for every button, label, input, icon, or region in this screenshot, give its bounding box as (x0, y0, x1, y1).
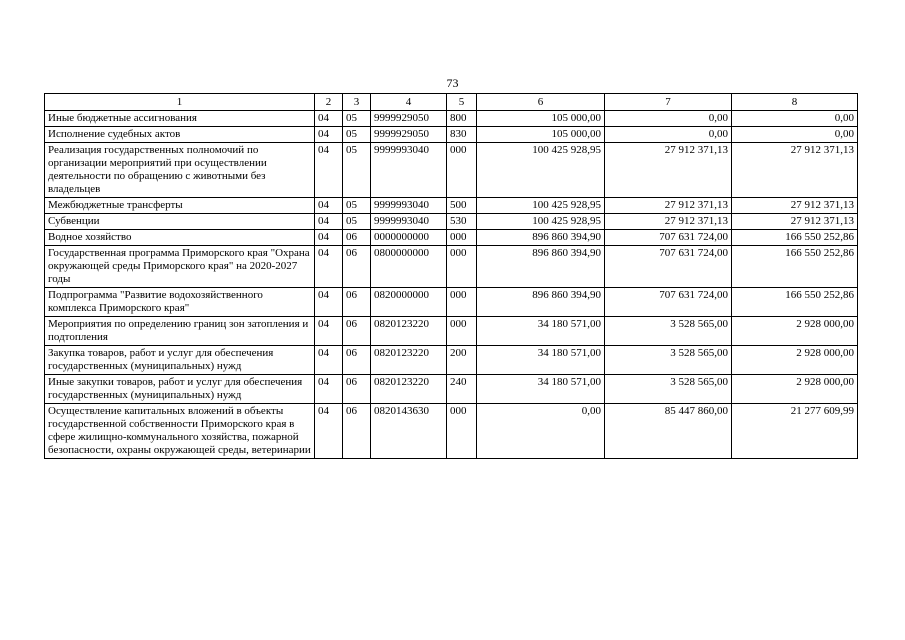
row-code: 0820123220 (371, 375, 447, 404)
row-code: 06 (343, 317, 371, 346)
row-value: 166 550 252,86 (732, 288, 858, 317)
row-code: 04 (315, 346, 343, 375)
row-value: 3 528 565,00 (605, 375, 732, 404)
row-value: 707 631 724,00 (605, 288, 732, 317)
row-value: 896 860 394,90 (477, 230, 605, 246)
row-code: 0000000000 (371, 230, 447, 246)
row-code: 04 (315, 198, 343, 214)
header-row (45, 94, 858, 111)
row-value: 2 928 000,00 (732, 317, 858, 346)
row-code: 05 (343, 127, 371, 143)
header-cell: 7 (605, 94, 732, 111)
row-name: Осуществление капитальных вложений в объекты государственной собственности Приморского края в сфере жилищно-коммунального хозяйства, пожарной безопасности, охраны окружающей среды, ветеринарии (45, 404, 315, 459)
row-code: 9999929050 (371, 127, 447, 143)
header-cell: 8 (732, 94, 858, 111)
page-number: 73 (446, 76, 459, 90)
row-code: 04 (315, 127, 343, 143)
row-code: 9999993040 (371, 214, 447, 230)
header-cell: 1 (45, 94, 315, 111)
row-value: 100 425 928,95 (477, 143, 605, 198)
table-row (45, 375, 858, 404)
row-code: 04 (315, 288, 343, 317)
row-value: 21 277 609,99 (732, 404, 858, 459)
row-value: 27 912 371,13 (732, 198, 858, 214)
row-value: 3 528 565,00 (605, 346, 732, 375)
table-row (45, 317, 858, 346)
row-name: Субвенции (45, 214, 315, 230)
row-value: 0,00 (477, 404, 605, 459)
row-code: 9999993040 (371, 143, 447, 198)
row-code: 06 (343, 288, 371, 317)
row-code: 200 (447, 346, 477, 375)
row-value: 85 447 860,00 (605, 404, 732, 459)
row-code: 9999993040 (371, 198, 447, 214)
row-code: 0820123220 (371, 346, 447, 375)
row-value: 896 860 394,90 (477, 246, 605, 288)
row-code: 06 (343, 375, 371, 404)
row-value: 34 180 571,00 (477, 317, 605, 346)
row-name: Иные бюджетные ассигнования (45, 111, 315, 127)
row-name: Подпрограмма "Развитие водохозяйственного комплекса Приморского края" (45, 288, 315, 317)
table-row (45, 288, 858, 317)
row-name: Водное хозяйство (45, 230, 315, 246)
row-code: 04 (315, 246, 343, 288)
row-value: 0,00 (732, 111, 858, 127)
row-code: 000 (447, 143, 477, 198)
row-code: 0800000000 (371, 246, 447, 288)
row-code: 06 (343, 404, 371, 459)
row-code: 04 (315, 111, 343, 127)
row-code: 05 (343, 214, 371, 230)
budget-table (44, 93, 858, 459)
row-code: 240 (447, 375, 477, 404)
row-value: 0,00 (605, 111, 732, 127)
row-code: 04 (315, 375, 343, 404)
row-code: 500 (447, 198, 477, 214)
row-code: 04 (315, 230, 343, 246)
row-name: Иные закупки товаров, работ и услуг для обеспечения государственных (муниципальных) нужд (45, 375, 315, 404)
row-value: 100 425 928,95 (477, 214, 605, 230)
row-value: 3 528 565,00 (605, 317, 732, 346)
row-code: 04 (315, 214, 343, 230)
header-cell: 3 (343, 94, 371, 111)
table-row (45, 111, 858, 127)
header-cell: 5 (447, 94, 477, 111)
row-value: 27 912 371,13 (605, 198, 732, 214)
table-row (45, 198, 858, 214)
row-value: 2 928 000,00 (732, 346, 858, 375)
row-code: 0820143630 (371, 404, 447, 459)
row-value: 896 860 394,90 (477, 288, 605, 317)
row-name: Мероприятия по определению границ зон затопления и подтопления (45, 317, 315, 346)
table-row (45, 230, 858, 246)
row-code: 830 (447, 127, 477, 143)
header-cell: 2 (315, 94, 343, 111)
row-value: 2 928 000,00 (732, 375, 858, 404)
header-cell: 6 (477, 94, 605, 111)
row-code: 0820000000 (371, 288, 447, 317)
row-code: 000 (447, 246, 477, 288)
row-code: 06 (343, 230, 371, 246)
row-code: 05 (343, 198, 371, 214)
row-name: Межбюджетные трансферты (45, 198, 315, 214)
table-row (45, 127, 858, 143)
row-value: 27 912 371,13 (605, 143, 732, 198)
row-code: 05 (343, 143, 371, 198)
row-code: 06 (343, 246, 371, 288)
row-name: Закупка товаров, работ и услуг для обеспечения государственных (муниципальных) нужд (45, 346, 315, 375)
table-row (45, 346, 858, 375)
row-code: 06 (343, 346, 371, 375)
row-value: 34 180 571,00 (477, 346, 605, 375)
row-code: 000 (447, 288, 477, 317)
row-name: Реализация государственных полномочий по организации мероприятий при осуществлении деятельности по обращению с животными без владельцев (45, 143, 315, 198)
row-value: 0,00 (605, 127, 732, 143)
row-value: 27 912 371,13 (605, 214, 732, 230)
row-code: 04 (315, 404, 343, 459)
table-row (45, 246, 858, 288)
table-row (45, 214, 858, 230)
row-code: 04 (315, 317, 343, 346)
row-value: 105 000,00 (477, 111, 605, 127)
row-code: 9999929050 (371, 111, 447, 127)
row-value: 105 000,00 (477, 127, 605, 143)
table-row (45, 404, 858, 459)
row-value: 707 631 724,00 (605, 230, 732, 246)
row-code: 000 (447, 317, 477, 346)
row-code: 000 (447, 404, 477, 459)
row-value: 0,00 (732, 127, 858, 143)
row-value: 166 550 252,86 (732, 246, 858, 288)
row-value: 166 550 252,86 (732, 230, 858, 246)
row-value: 100 425 928,95 (477, 198, 605, 214)
row-code: 000 (447, 230, 477, 246)
row-value: 27 912 371,13 (732, 143, 858, 198)
row-value: 34 180 571,00 (477, 375, 605, 404)
row-code: 04 (315, 143, 343, 198)
row-name: Исполнение судебных актов (45, 127, 315, 143)
row-name: Государственная программа Приморского края "Охрана окружающей среды Приморского края" на 2020-2027 годы (45, 246, 315, 288)
header-cell: 4 (371, 94, 447, 111)
row-code: 530 (447, 214, 477, 230)
row-value: 707 631 724,00 (605, 246, 732, 288)
table-row (45, 143, 858, 198)
row-code: 800 (447, 111, 477, 127)
row-code: 05 (343, 111, 371, 127)
row-code: 0820123220 (371, 317, 447, 346)
row-value: 27 912 371,13 (732, 214, 858, 230)
